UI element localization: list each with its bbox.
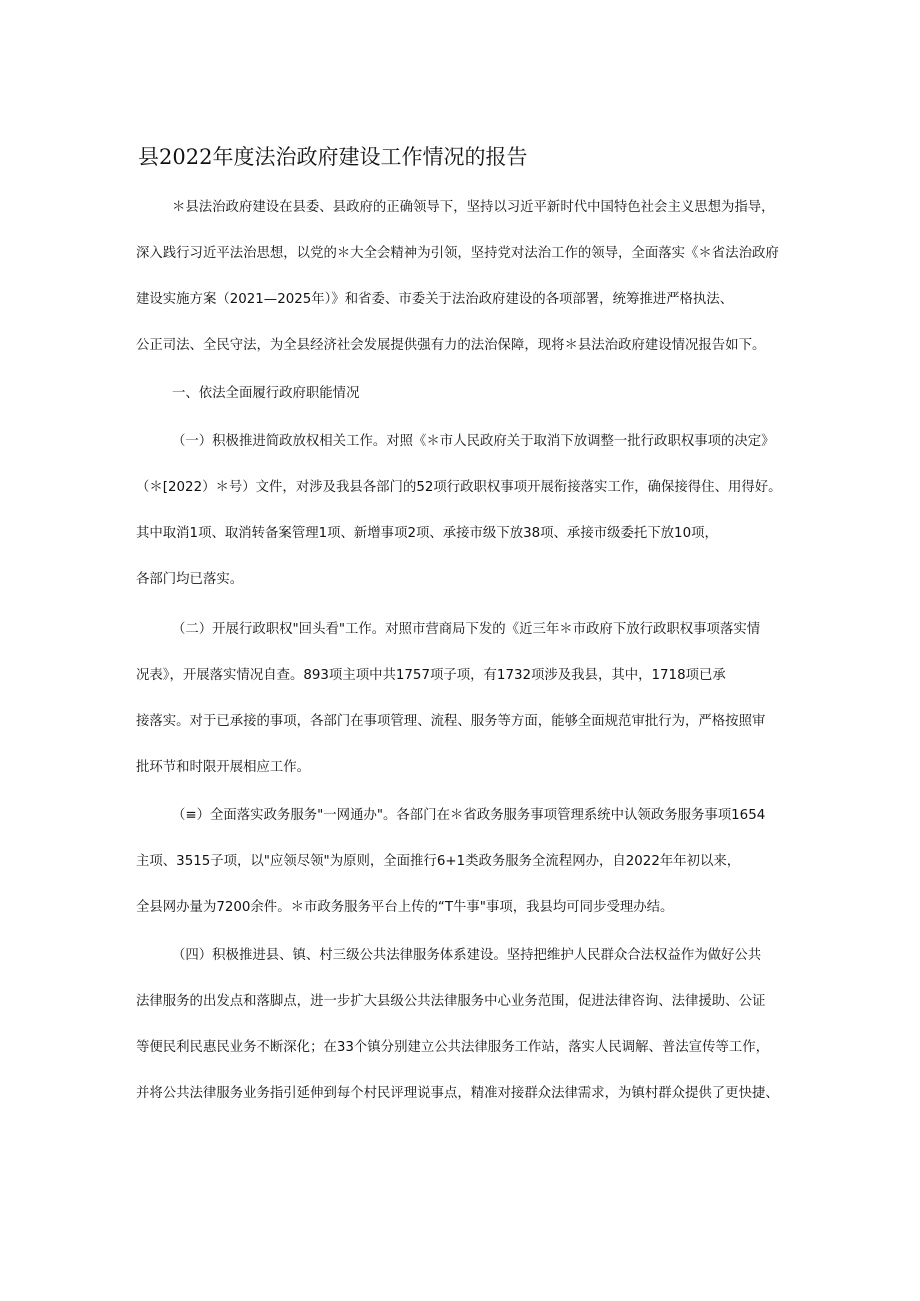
- paragraph-line: （＊[2022）＊号）文件，对涉及我县各部门的52项行政职权事项开展衔接落实工作，确保接得住、用得好。: [136, 480, 782, 495]
- paragraph-line: 并将公共法律服务业务指引延伸到每个村民评理说事点，精准对接群众法律需求，为镇村群众提供了更快捷、: [136, 1086, 779, 1101]
- paragraph-line: 主项、3515子项，以"应领尽领"为原则，全面推行6+1类政务服务全流程网办，自2022年年初以来，: [136, 854, 741, 869]
- paragraph-line: 法律服务的出发点和落脚点，进一步扩大县级公共法律服务中心业务范围，促进法律咨询、法律援助、公证: [136, 994, 766, 1009]
- paragraph-line: （二）开展行政职权"回头看"工作。对照市营商局下发的《近三年＊市政府下放行政职权事项落实情: [172, 622, 761, 637]
- paragraph-line: 接落实。对于已承接的事项，各部门在事项管理、流程、服务等方面，能够全面规范审批行为，严格按照审: [136, 714, 766, 729]
- paragraph-line: 公正司法、全民守法，为全县经济社会发展提供强有力的法治保障，现将＊县法治政府建设情况报告如下。: [136, 338, 766, 353]
- paragraph-line: 建设实施方案（2021—2025年）》和省委、市委关于法治政府建设的各项部署，统筹推进严格执法、: [136, 292, 734, 307]
- paragraph-line: 深入践行习近平法治思想，以党的＊大全会精神为引领，坚持党对法治工作的领导，全面落实《＊省法治政府: [136, 246, 779, 261]
- paragraph-line: （四）积极推进县、镇、村三级公共法律服务体系建设。坚持把维护人民群众合法权益作为做好公共: [172, 948, 762, 963]
- paragraph-line: 其中取消1项、取消转备案管理1项、新增事项2项、承接市级下放38项、承接市级委托下放10项，: [136, 526, 718, 541]
- paragraph-line: （≡）全面落实政务服务"一网通办"。各部门在＊省政务服务事项管理系统中认领政务服务事项1654: [172, 808, 766, 823]
- paragraph-line: 况表》，开展落实情况自查。893项主项中共1757项子项，有1732项涉及我县，其中，1718项已承: [136, 668, 726, 683]
- section-heading: 一、依法全面履行政府职能情况: [172, 386, 360, 401]
- paragraph-line: ＊县法治政府建设在县委、县政府的正确领导下，坚持以习近平新时代中国特色社会主义思想为指导，: [172, 200, 775, 215]
- paragraph-line: 全县网办量为7200余件。＊市政务服务平台上传的“T牛事"事项，我县均可同步受理办结。: [136, 900, 674, 915]
- document-title: 县2022年度法治政府建设工作情况的报告: [138, 145, 528, 169]
- paragraph-line: 等便民利民惠民业务不断深化；在33个镇分别建立公共法律服务工作站，落实人民调解、普法宣传等工作，: [136, 1040, 770, 1055]
- paragraph-line: 批环节和时限开展相应工作。: [136, 760, 311, 775]
- paragraph-line: 各部门均已落实。: [136, 572, 244, 587]
- paragraph-line: （一）积极推进简政放权相关工作。对照《＊市人民政府关于取消下放调整一批行政职权事项的决定》: [172, 434, 775, 449]
